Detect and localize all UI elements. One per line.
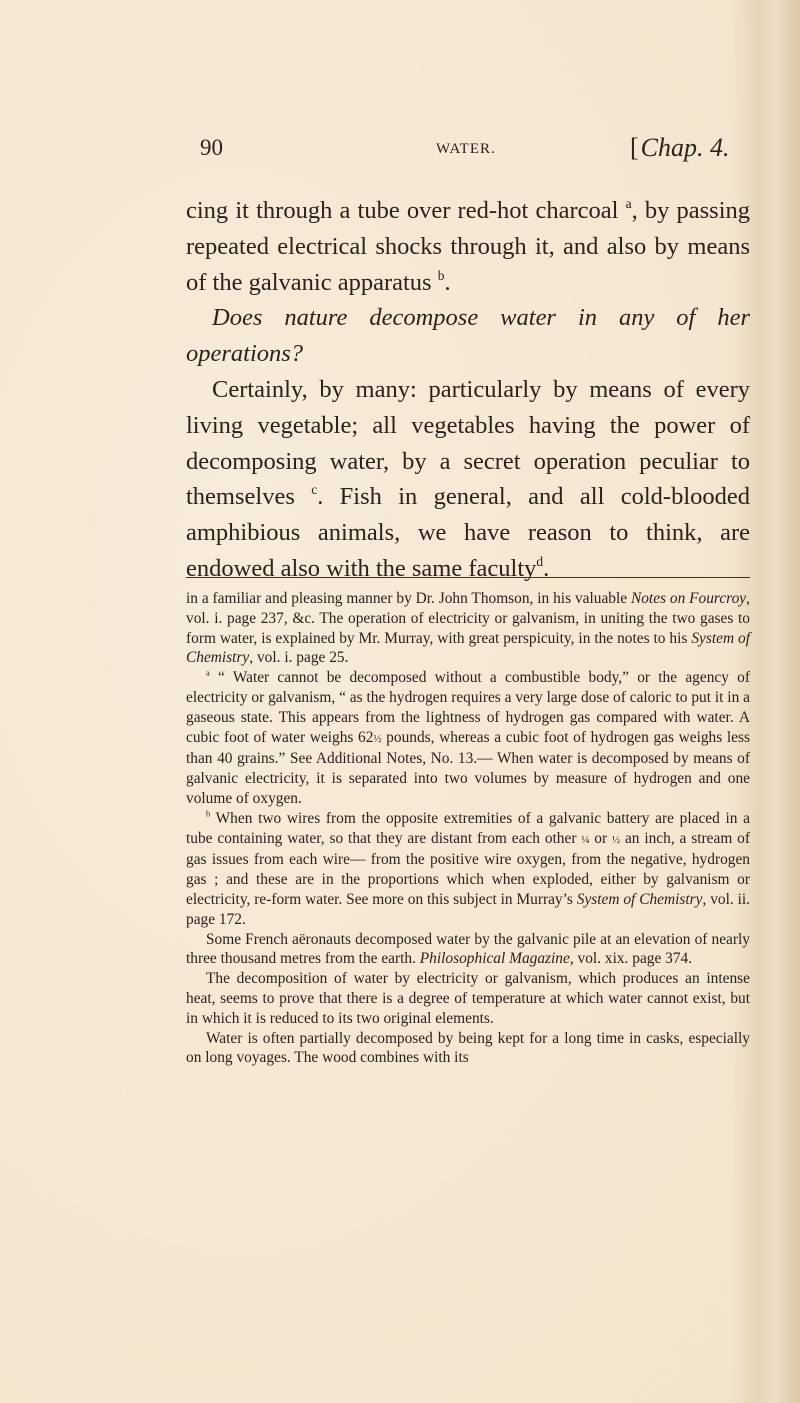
running-title: WATER. bbox=[436, 141, 496, 157]
footnotes bbox=[186, 589, 750, 1068]
footnote-b-paragraph bbox=[186, 930, 750, 970]
fraction: ¼ bbox=[581, 833, 590, 846]
footnote-b-paragraph: The decomposition of water by electricity or galvanism, which produces an intense heat, seems to prove that there is a degree of temperature at which water cannot exist, but in which it is reduced to its two original elements. bbox=[186, 970, 750, 1027]
text: in a familiar and pleasing manner by Dr. John Thomson, in his valuable bbox=[186, 590, 631, 607]
text: “ Water cannot be decomposed without a combustible body,” or the agency of electricity or galvanism, “ as the hydrogen requires a very large dose of caloric to put it in a gaseous state. This appears from the lightness of hydrogen gas compared with water. A cubic foot of water weighs 62 bbox=[186, 669, 750, 746]
text: , vol. ii. page 172. bbox=[186, 890, 750, 928]
footnote-ref-c[interactable]: c bbox=[311, 482, 318, 498]
text: cing it through a tube over red-hot charcoal bbox=[186, 197, 626, 224]
book-title: System of Chemistry bbox=[576, 890, 703, 908]
question-heading: Does nature decompose water in any of her operations? bbox=[186, 304, 750, 368]
text: or bbox=[589, 829, 612, 847]
text: Certainly, by many: particularly by means of every living vegetable; all vegetables having the power of decomposing water, by a secret operation peculiar to themselves bbox=[186, 375, 750, 511]
footnote-ref-a[interactable]: a bbox=[625, 195, 632, 211]
paragraph bbox=[186, 372, 750, 587]
text: , by passing repeated electrical shocks through it, and also by means of the galvanic apparatus bbox=[186, 197, 751, 296]
text: Some French aëronauts decomposed water by the galvanic pile at an elevation of nearly three thousand metres from the earth. bbox=[186, 930, 750, 968]
text: When two wires from the opposite extremities of a galvanic battery are placed in a tube containing water, so that they are distant from each other bbox=[186, 809, 750, 847]
footnote-continued bbox=[186, 589, 750, 668]
chapter-label: Chap. 4. bbox=[640, 133, 730, 162]
book-title: System of Chemistry bbox=[186, 629, 750, 667]
book-title: Notes on Fourcroy bbox=[630, 590, 747, 607]
footnote-ref-b[interactable]: b bbox=[437, 267, 445, 283]
chapter-reference bbox=[630, 133, 730, 163]
paragraph bbox=[186, 193, 750, 300]
fraction: ½ bbox=[373, 732, 382, 745]
footnote-a bbox=[186, 668, 750, 809]
page-header bbox=[200, 135, 775, 175]
footnote-b bbox=[186, 809, 750, 930]
text: . bbox=[444, 268, 451, 296]
text: . bbox=[543, 554, 550, 582]
text: , vol. xix. page 374. bbox=[569, 950, 693, 968]
footnote-ref-d[interactable]: d bbox=[536, 553, 544, 569]
text: , vol. i. page 25. bbox=[249, 649, 349, 667]
page-number: 90 bbox=[200, 135, 223, 160]
text: . Fish in general, and all cold-blooded amphibious animals, we have reason to think, are endowed also with the same faculty bbox=[186, 483, 750, 582]
footnote-marker-a: a bbox=[206, 667, 210, 678]
main-text bbox=[186, 193, 750, 587]
text: pounds, whereas a cubic foot of hydrogen gas weighs less than 40 grains.” See Additional Notes, No. 13.— When water is decomposed by means of galvanic electricity, it is separated into two volumes by measure of hydrogen and one volume of oxygen. bbox=[186, 728, 750, 807]
footnote-marker-b: b bbox=[206, 808, 211, 819]
footnote-divider bbox=[186, 577, 750, 578]
fraction: ½ bbox=[611, 833, 621, 846]
chapter-bracket: [ bbox=[630, 133, 639, 162]
text: , vol. i. page 237, &c. The operation of electricity or galvanism, in uniting the two gases to form water, is explained by Mr. Murray, with great perspicuity, in the notes to his bbox=[186, 590, 750, 647]
journal-title: Philosophical Magazine bbox=[419, 950, 570, 968]
text: an inch, a stream of gas issues from each wire— from the positive wire oxygen, from the negative, hydrogen gas ; and these are in the proportions which when exploded, either by galvanism or electricity, re-form water. See more on this subject in Murray’s bbox=[186, 829, 750, 908]
footnote-b-paragraph: Water is often partially decomposed by being kept for a long time in casks, especially on long voyages. The wood combines with its bbox=[186, 1029, 750, 1067]
